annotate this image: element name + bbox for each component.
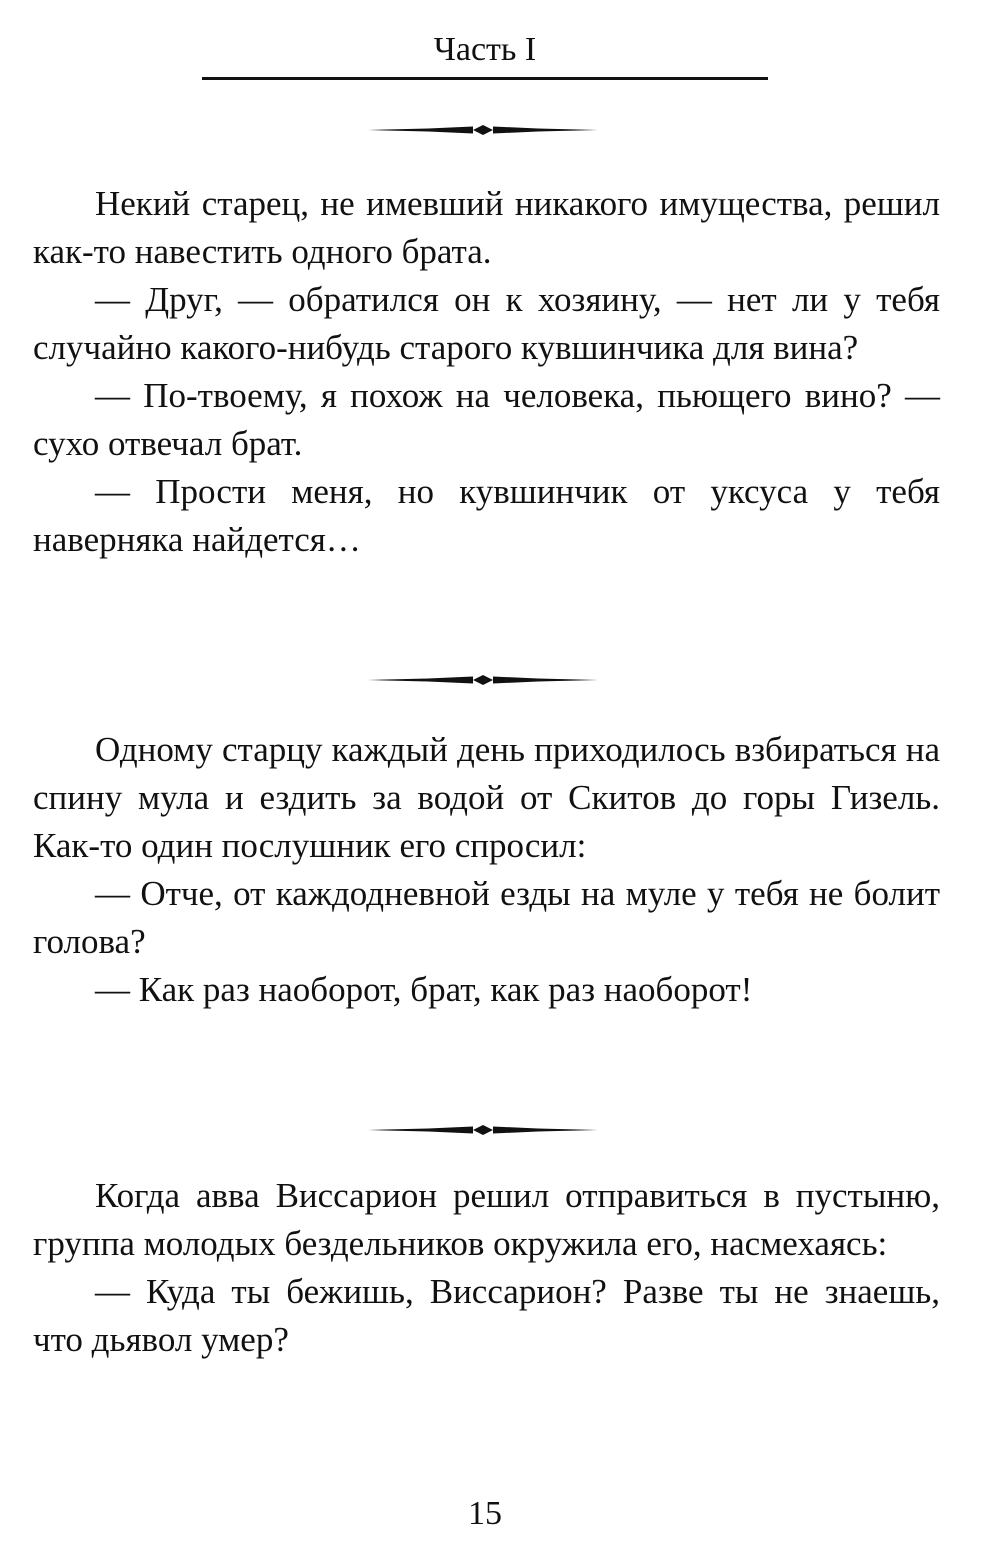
story-1 (33, 180, 940, 564)
paragraph: — Друг, — обратился он к хозяину, — нет ли у тебя случайно какого-нибудь старого кувшинчика для вина? (33, 280, 940, 367)
ornament-divider-icon (368, 1124, 598, 1136)
paragraph: Некий старец, не имевший никакого имущества, решил как-то навестить одного брата. (33, 184, 940, 271)
paragraph: — По-твоему, я похож на человека, пьющего вино? — сухо отвечал брат. (33, 376, 940, 463)
ornament-divider-icon (368, 674, 598, 686)
running-head: Часть I (433, 31, 537, 68)
ornament-divider-icon (368, 124, 598, 136)
paragraph: — Отче, от каждодневной езды на муле у тебя не болит голова? (33, 874, 940, 961)
paragraph: — Куда ты бежишь, Виссарион? Разве ты не знаешь, что дьявол умер? (33, 1272, 940, 1359)
page-number: 15 (468, 1495, 502, 1532)
paragraph: — Прости меня, но кувшинчик от уксуса у тебя наверняка найдется… (33, 472, 940, 559)
story-3 (33, 1172, 940, 1364)
paragraph: — Как раз наоборот, брат, как раз наоборот! (95, 970, 753, 1009)
paragraph: Одному старцу каждый день приходилось взбираться на спину мула и ездить за водой от Скитов до горы Гизель. Как-то один послушник его спросил: (33, 730, 940, 865)
story-2 (33, 726, 940, 1014)
header-rule (202, 77, 768, 80)
paragraph: Когда авва Виссарион решил отправиться в пустыню, группа молодых бездельников окружила его, насмехаясь: (33, 1176, 940, 1263)
